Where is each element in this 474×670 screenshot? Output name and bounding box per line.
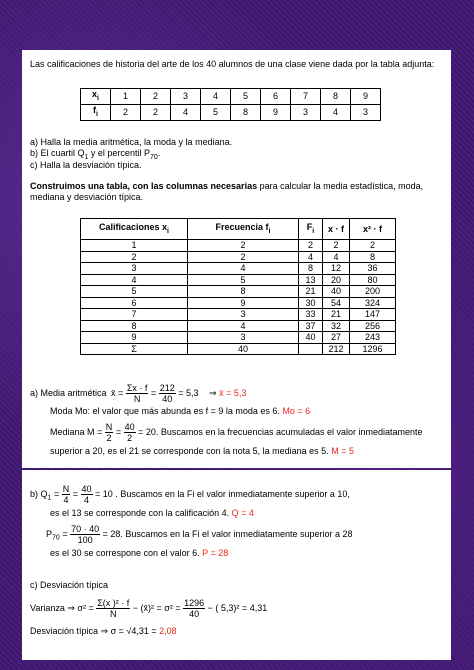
cell: 9 [188,297,299,309]
solution-panel [22,470,451,660]
build-text: Construimos una tabla, con las columnas necesarias para calcular la media estadística, moda, [30,181,424,191]
cell: 8 [188,286,299,298]
cell: 200 [350,286,396,298]
xi-header: $x_i$ [81,89,111,105]
cell: 5 [188,274,299,286]
section-b-q1: b) $Q_1$ = $\frac{N}{4}$ = $\frac{40}{4}$ = 10 . Buscamos en la Fi el valor inmediatamente superior a 10, [30,484,350,505]
cell: 4 [201,89,231,105]
table-row [81,320,396,332]
cell: 7 [81,309,188,321]
cell: 3 [291,104,321,120]
cell: 1 [111,89,141,105]
variance-line: Varianza ⇒ σ² = $\frac{\text{Σ(x )² · f}}{N}$ − (x̄)² = σ² = $\frac{1296}{40}$ − ( 5,3)² = 4,31 [30,598,268,619]
cell: 2 [299,240,323,252]
table-row [81,332,396,344]
table-row [81,251,396,263]
cell: 30 [299,297,323,309]
cell: 3 [188,332,299,344]
cell: 9 [81,332,188,344]
table-row [81,240,396,252]
cell: 4 [81,274,188,286]
table-row [81,343,396,355]
table-row [81,309,396,321]
header-cell: Frecuencia $f_i$ [188,219,299,240]
question-a: a) Halla la media aritmética, la moda y la mediana. [30,137,233,147]
cell: 33 [299,309,323,321]
calc-table [80,218,396,355]
cell: 2 [188,251,299,263]
table-row [81,263,396,275]
frequency-table [80,88,381,121]
header-cell: Calificaciones $x_i$ [81,219,188,240]
cell: 2 [323,240,350,252]
mediana-line: Mediana M = $\frac{N}{2}$ = $\frac{40}{2}$ = 20. Buscamos en la frecuencias acumuladas el valor inmediatamente [50,422,423,443]
cell: 3 [351,104,381,120]
cell: 2 [188,240,299,252]
cell: 4 [299,251,323,263]
cell: 8 [299,263,323,275]
cell: 4 [323,251,350,263]
mediana-line-2: superior a 20, es el 21 se corresponde con la nota 5, la mediana es 5. M = 5 [50,446,354,456]
cell: 8 [350,251,396,263]
cell: 27 [323,332,350,344]
cell: 2 [350,240,396,252]
cell: 13 [299,274,323,286]
mean-formula: $\frac{\Sigma x \cdot f}{N}$ [126,383,148,404]
cell: 36 [350,263,396,275]
fi-header: $f_i$ [81,104,111,120]
cell: 2 [141,89,171,105]
cell: 54 [323,297,350,309]
build-text-2: mediana y desviación típica. [30,192,144,202]
cell: 4 [171,104,201,120]
cell: 4 [321,104,351,120]
deviation-result: 2,08 [159,626,177,636]
cell: 5 [81,286,188,298]
cell: 40 [323,286,350,298]
cell: 243 [350,332,396,344]
cell: 5 [231,89,261,105]
cell: 2 [141,104,171,120]
section-c-title: c) Desviación típica [30,580,109,590]
table-row [81,274,396,286]
cell: 8 [321,89,351,105]
cell: 4 [188,320,299,332]
cell: 1296 [350,343,396,355]
q1-line-2: es el 13 se corresponde con la calificación 4. Q = 4 [50,508,254,518]
table-row [81,219,396,240]
moda-line: Moda Mo: el valor que más abunda es f = 9 la moda es 6. Mo = 6 [50,406,311,416]
question-b: b) El cuartil $Q_1$ y el percentil $P_{70}$. [30,148,161,161]
question-panel [22,50,451,468]
cell: 2 [81,251,188,263]
cell: 21 [323,309,350,321]
intro-text: Las calificaciones de historia del arte de los 40 alumnos de una clase viene dada por la tabla adjunta: [30,59,435,69]
cell: 20 [323,274,350,286]
question-c: c) Halla la desviación típica. [30,160,142,170]
mean-fraction: $\frac{212}{40}$ [159,383,175,404]
cell: 9 [351,89,381,105]
mean-result: x̄ = 5,3 [219,387,247,398]
cell: 3 [188,309,299,321]
cell: 21 [299,286,323,298]
cell: 7 [291,89,321,105]
section-a-mean: a) Media aritmética x̄ = $\frac{\Sigma x \cdot f}{N}$ = $\frac{212}{40}$ = 5,3 ⇒ x̄ = 5,3 [30,383,247,404]
cell: 37 [299,320,323,332]
header-cell: x² · f [350,219,396,240]
deviation-line: Desviación típica ⇒ σ = √4,31 = 2,08 [30,626,177,636]
cell: 80 [350,274,396,286]
cell: 6 [261,89,291,105]
cell: 12 [323,263,350,275]
cell: 8 [81,320,188,332]
cell: 1 [81,240,188,252]
cell: 147 [350,309,396,321]
cell: 40 [188,343,299,355]
section-b-p70: $P_{70}$ = $\frac{70 \cdot 40}{100}$ = 28. Buscamos en la Fi el valor inmediatamente superior a 28 [46,524,353,545]
cell: 212 [323,343,350,355]
cell: 256 [350,320,396,332]
cell: 2 [111,104,141,120]
cell: 4 [188,263,299,275]
table-row [81,104,381,120]
cell: 3 [81,263,188,275]
cell: Σ [81,343,188,355]
table-row [81,297,396,309]
table-row [81,89,381,105]
p70-line-2: es el 30 se correspone con el valor 6. P = 28 [50,548,229,558]
cell: 9 [261,104,291,120]
table-row [81,286,396,298]
cell: 8 [231,104,261,120]
cell: 5 [201,104,231,120]
cell: 40 [299,332,323,344]
cell: 6 [81,297,188,309]
cell: 32 [323,320,350,332]
cell: 324 [350,297,396,309]
cell: 3 [171,89,201,105]
header-cell: $F_i$ [299,219,323,240]
cell [299,343,323,355]
header-cell: x · f [323,219,350,240]
